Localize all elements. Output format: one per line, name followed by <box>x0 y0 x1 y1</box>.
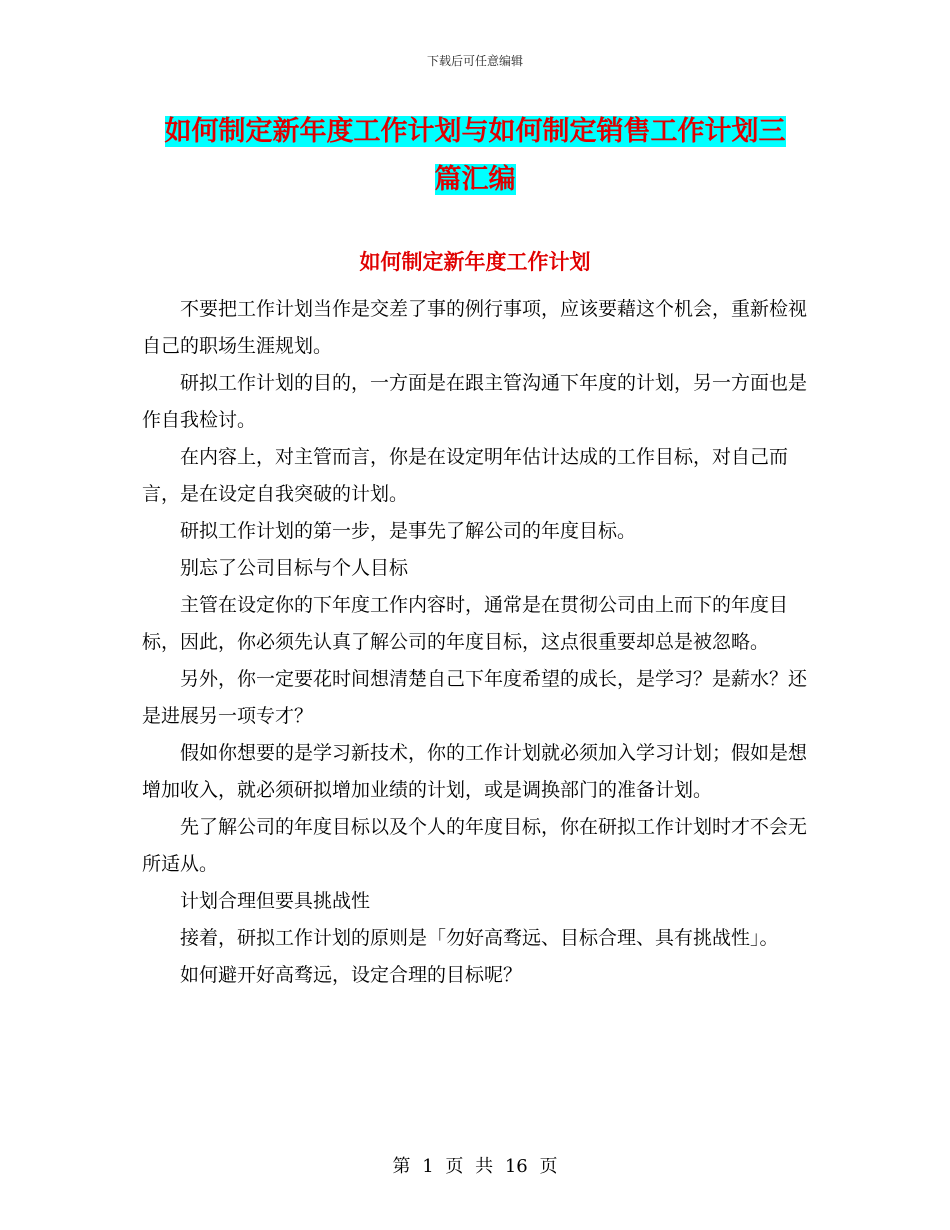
document-title-line-2: 篇汇编 <box>434 164 516 195</box>
section-title: 如何制定新年度工作计划 <box>359 249 591 274</box>
paragraph: 先了解公司的年度目标以及个人的年度目标，你在研拟工作计划时才不会无所适从。 <box>142 816 808 875</box>
paragraph: 研拟工作计划的第一步，是事先了解公司的年度目标。 <box>180 520 637 542</box>
paragraph: 接着，研拟工作计划的原则是「勿好高骛远、目标合理、具有挑战性」。 <box>180 927 779 949</box>
document-title-line-1: 如何制定新年度工作计划与如何制定销售工作计划三 <box>164 116 786 147</box>
paragraph: 研拟工作计划的目的，一方面是在跟主管沟通下年度的计划，另一方面也是作自我检讨。 <box>142 372 808 431</box>
page-header-note: 下载后可任意编辑 <box>426 54 523 68</box>
subheading-paragraph: 别忘了公司目标与个人目标 <box>180 557 409 579</box>
document-body <box>142 291 810 994</box>
document-title <box>140 108 810 204</box>
paragraph: 主管在设定你的下年度工作内容时，通常是在贯彻公司由上而下的年度目标，因此，你必须先认真了解公司的年度目标，这点很重要却总是被忽略。 <box>142 594 789 653</box>
page-number-footer: 第 1 页 共 16 页 <box>392 1156 558 1177</box>
paragraph: 假如你想要的是学习新技术，你的工作计划就必须加入学习计划；假如是想增加收入，就必须研拟增加业绩的计划，或是调换部门的准备计划。 <box>142 742 808 801</box>
paragraph: 另外，你一定要花时间想清楚自己下年度希望的成长，是学习？是薪水？还是进展另一项专才？ <box>142 668 808 727</box>
paragraph: 在内容上，对主管而言，你是在设定明年估计达成的工作目标，对自己而言，是在设定自我突破的计划。 <box>142 446 789 505</box>
subheading-paragraph: 计划合理但要具挑战性 <box>180 890 371 912</box>
paragraph: 如何避开好高骛远，设定合理的目标呢？ <box>180 964 523 986</box>
paragraph: 不要把工作计划当作是交差了事的例行事项，应该要藉这个机会，重新检视自己的职场生涯规划。 <box>142 298 808 357</box>
